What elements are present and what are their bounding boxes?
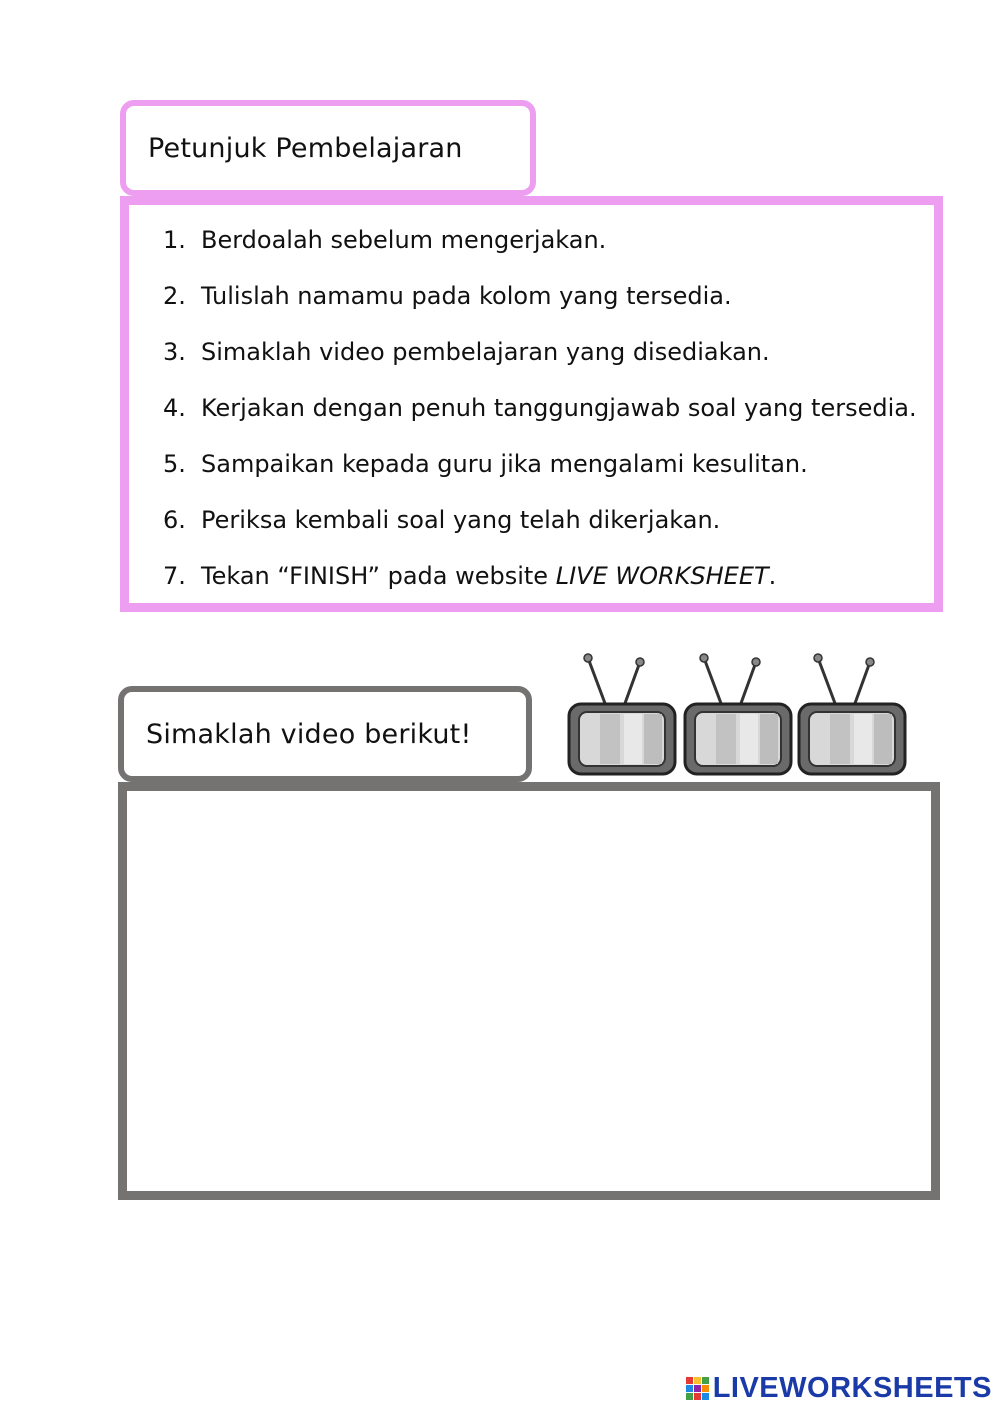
list-item [163,492,917,548]
list-item [163,212,917,268]
step-text: Simaklah video pembelajaran yang disediakan. [201,338,770,366]
video-title-tab [118,686,532,782]
step-number: 2. [163,282,186,310]
step-text: Tulislah namamu pada kolom yang tersedia. [201,282,732,310]
brand-name: LIVEWORKSHEETS [712,1372,992,1404]
instructions-title: Petunjuk Pembelajaran [148,132,463,164]
step-number: 3. [163,338,186,366]
video-frame[interactable] [118,782,940,1200]
tv-icon [682,650,794,778]
list-item [163,380,917,436]
step-text [201,562,776,590]
list-item [163,268,917,324]
step-number: 1. [163,226,186,254]
step-number: 6. [163,506,186,534]
instructions-title-tab [120,100,536,196]
step-text: Sampaikan kepada guru jika mengalami kesulitan. [201,450,808,478]
list-item [163,548,917,604]
tv-illustrations [566,650,911,778]
step-number: 7. [163,562,186,590]
tv-icon [566,650,678,778]
step-number: 5. [163,450,186,478]
step-number: 4. [163,394,186,422]
list-item [163,324,917,380]
step-text-prefix: Tekan “FINISH” pada website [201,562,556,590]
step-text-suffix: . [768,562,777,590]
list-item [163,436,917,492]
step-text: Berdoalah sebelum mengerjakan. [201,226,607,254]
step-text-emphasis: LIVE WORKSHEET [555,562,769,590]
step-text: Kerjakan dengan penuh tanggungjawab soal yang tersedia. [201,394,917,422]
tv-icon [796,650,908,778]
instructions-list [163,212,917,604]
liveworksheets-logo [686,1372,992,1405]
video-title: Simaklah video berikut! [146,718,472,750]
step-text: Periksa kembali soal yang telah dikerjakan. [201,506,721,534]
logo-grid-icon [686,1377,709,1400]
